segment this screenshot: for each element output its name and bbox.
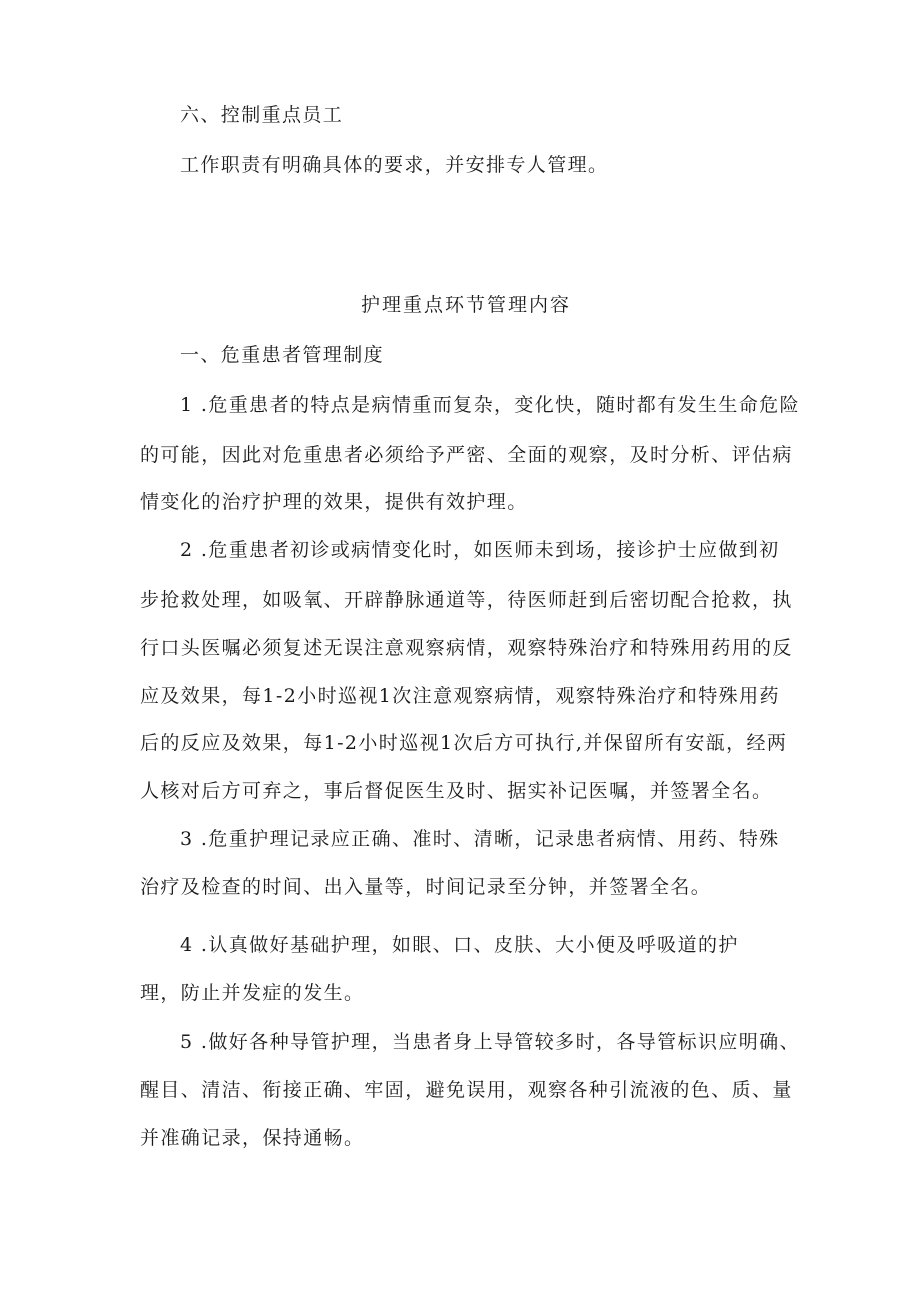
item-3-line-2: 治疗及检查的时间、出入量等，时间记录至分钟，并签署全名。 [140, 876, 712, 898]
item-2-line-3: 行口头医嘱必须复述无误注意观察病情，观察特殊治疗和特殊用药用的反 [140, 637, 793, 659]
section-six-heading: 六、控制重点员工 [180, 104, 344, 126]
item-1-line-1: 1 .危重患者的特点是病情重而复杂，变化快，随时都有发生生命危险 [180, 394, 800, 416]
item-5-line-2: 醒目、清洁、衔接正确、牢固，避免误用，观察各种引流液的色、质、量 [140, 1079, 793, 1101]
item-4-line-2: 理，防止并发症的发生。 [140, 982, 365, 1004]
item-5-line-1: 5 .做好各种导管护理，当患者身上导管较多时，各导管标识应明确、 [180, 1031, 800, 1053]
document-title: 护理重点环节管理内容 [361, 294, 572, 316]
item-1-line-2: 的可能，因此对危重患者必须给予严密、全面的观察，及时分析、评估病 [140, 444, 793, 466]
item-2-line-4: 应及效果，每1-2小时巡视1次注意观察病情，观察特殊治疗和特殊用药 [140, 685, 780, 707]
item-4-line-1: 4 .认真做好基础护理，如眼、口、皮肤、大小便及呼吸道的护 [180, 934, 739, 956]
item-2-line-6: 人核对后方可弃之，事后督促医生及时、据实补记医嘱，并签署全名。 [140, 780, 773, 802]
item-2-line-5: 后的反应及效果，每1-2小时巡视1次后方可执行,并保留所有安瓿，经两 [140, 732, 788, 754]
item-2-line-1: 2 .危重患者初诊或病情变化时，如医师未到场，接诊护士应做到初 [180, 539, 780, 561]
item-5-line-3: 并准确记录，保持通畅。 [140, 1127, 365, 1149]
item-2-line-2: 步抢救处理，如吸氧、开辟静脉通道等，待医师赶到后密切配合抢救，执 [140, 589, 793, 611]
item-1-line-3: 情变化的治疗护理的效果，提供有效护理。 [140, 491, 528, 513]
section-one-heading: 一、危重患者管理制度 [180, 344, 385, 366]
item-3-line-1: 3 .危重护理记录应正确、准时、清晰，记录患者病情、用药、特殊 [180, 828, 780, 850]
section-six-body: 工作职责有明确具体的要求，并安排专人管理。 [180, 154, 609, 176]
